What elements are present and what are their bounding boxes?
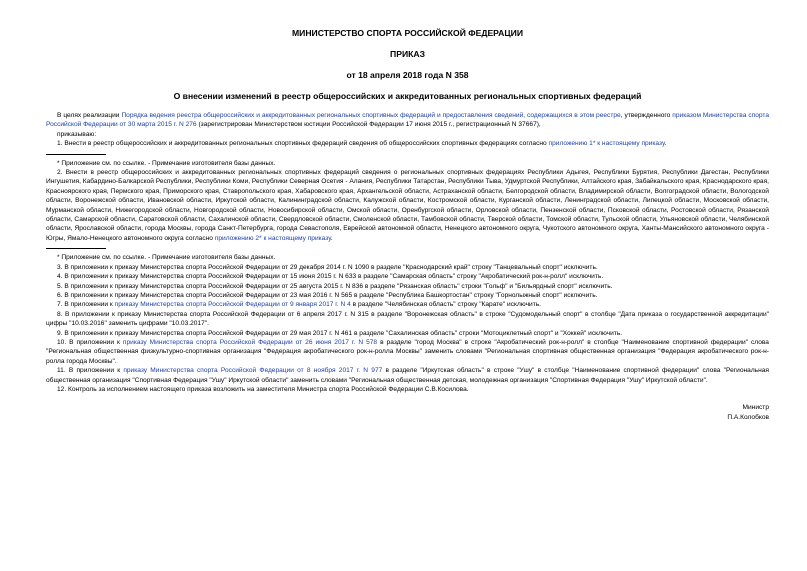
footnote-separator: [46, 248, 106, 249]
order-word: приказываю:: [57, 130, 97, 138]
item-12: 12. Контроль за исполнением настоящего приказа возложить на заместителя Министра спорта Российской Федерации С.В.Косилова.: [57, 385, 469, 393]
item-text: 10. В приложении к: [57, 338, 123, 346]
signature-position: Министр: [742, 404, 769, 412]
item-text: 1. Внести в реестр общероссийских и аккредитованных региональных спортивных федераций сведения об общероссийских спортивных федерациях согласно: [57, 140, 549, 148]
order-578-link[interactable]: приказу Министерства спорта Российской Федерации от 26 июня 2017 г. N 578: [122, 338, 378, 346]
item-text: 7. В приложении к: [57, 301, 115, 309]
item-5: 5. В приложении к приказу Министерства спорта Российской Федерации от 25 августа 2015 г. N 836 в разделе "Рязанская область" строки "Гольф" и "Бильярдный спорт" исключить.: [57, 282, 613, 290]
item-text: 2. Внести в реестр общероссийских и аккредитованных региональных спортивных федераций сведения о региональных спортивных федерациях Республики Адыгея, Республики Бурятия, Республики Дагестан, Республики Ингушетия, Кабардино-Балкарской Республики, Республики Коми, Республики Северная Осетия - Алания, Республики Татарстан, Республики Тыва, Удмуртской Республики, Алтайского края, Забайкальского края, Краснодарского края, Красноярского края, Пермского края, Приморского края, Ставропольского края, Хабаровского края, Архангельской области, Астраханской области, Белгородской области, Владимирской области, Волгоградской области, Вологодской области, Воронежской области, Ивановской области, Иркутской области, Калининградской области, Калужской области, Костромской области, Курганской области, Ленинградской области, Липецкой области, Московской области, Мурманской области, Нижегородской области, Новгородской области, Новосибирской области, Омской области, Оренбургской области, Орловской области, Пензенской области, Псковской области, Ростовской области, Рязанской области, Самарской области, Саратовской области, Сахалинской области, Свердловской области, Смоленской области, Тамбовской области, Тверской области, Томской области, Тульской области, Ульяновской области, Челябинской области, Ярославской области, города Москвы, города Санкт-Петербурга, города Севастополя, Еврейской автономной области, Ненецкого автономного округа, Чукотского автономного округа, Ханты-Мансийского автономного округа - Югры, Ямало-Ненецкого автономного округа согласно: [46, 169, 769, 242]
appendix-1-link[interactable]: приложению 1* к настоящему приказу: [548, 140, 665, 148]
item-text: в разделе "Иркутская область" в строке "Ушу" в столбце "Наименование спортивной федерации" слова "Региональная общественная организация "Спортивная Федерация "Ушу" Иркутской области" заменить словами "Региональная общественная детская, молодежная организация "Спортивная Федерация "Ушу" Иркутской области".: [46, 367, 769, 384]
appendix-2-link[interactable]: приложению 2* к настоящему приказу: [214, 234, 331, 242]
item-9: 9. В приложении к приказу Министерства спорта Российской Федерации от 29 мая 2017 г. N 461 в разделе "Сахалинская область" строки "Мотоциклетный спорт" и "Хоккей" исключить.: [57, 329, 623, 337]
document-page: [46, 28, 769, 422]
item-1: [46, 139, 769, 148]
signature-name: П.А.Колобков: [727, 413, 769, 421]
item-text: в разделе "Челябинская область" строку "Карате" исключить.: [350, 301, 542, 309]
preamble-text: (зарегистрирован Министерством юстиции Российской Федерации 17 июня 2015 г., регистрационный N 37667),: [196, 121, 541, 129]
item-4: 4. В приложении к приказу Министерства спорта Российской Федерации от 15 июня 2015 г. N 633 в разделе "Самарская область" строку "Акробатический рок-н-ролл" исключить.: [57, 273, 604, 281]
item-7: [46, 300, 769, 309]
order-4-link[interactable]: приказу Министерства спорта Российской Федерации от 9 января 2017 г. N 4: [114, 301, 351, 309]
ministry-heading: МИНИСТЕРСТВО СПОРТА РОССИЙСКОЙ ФЕДЕРАЦИИ: [291, 28, 523, 38]
item-text: 11. В приложении к: [57, 367, 124, 375]
preamble-text: В целях реализации: [57, 112, 122, 119]
preamble-paragraph: [46, 111, 769, 130]
procedure-link[interactable]: Порядка ведения реестра общероссийских и аккредитованных региональных спортивных федераций и предоставления сведений, содержащихся в этом реестре: [121, 112, 621, 119]
item-text: .: [664, 140, 667, 148]
footnote-separator: [46, 154, 106, 155]
item-11: [46, 366, 769, 385]
item-2: [46, 168, 769, 243]
order-date-number: от 18 апреля 2018 года N 358: [346, 70, 469, 80]
item-8: 8. В приложении к приказу Министерства спорта Российской Федерации от 6 апреля 2017 г. N 315 в разделе "Воронежская область" в строке "Судомодельный спорт" в столбце "Дата приказа о государственной аккредитации" цифры "10.03.2016" заменить цифрами "10.03.2017".: [46, 310, 769, 328]
item-text: в разделе "город Москва" в строке "Акробатический рок-н-ролл" в столбце "Наименование спортивной федерации" слова "Региональная общественная физкультурно-спортивная организация "Федерация акробатического рок-н-ролла Москвы" заменить словами "Региональная спортивная общественная организация "Федерация акробатического рок-н-ролла города Москвы".: [46, 338, 769, 365]
footnote-2: * Приложение см. по ссылке. - Примечание изготовителя базы данных.: [57, 254, 276, 262]
order-276-link[interactable]: приказом Министерства спорта Российской Федерации от 30 марта 2015 г. N 276: [46, 112, 770, 129]
order-heading: ПРИКАЗ: [390, 49, 425, 59]
preamble-text: , утвержденного: [620, 112, 673, 119]
footnote-1: * Приложение см. по ссылке. - Примечание изготовителя базы данных.: [57, 159, 276, 167]
item-6: 6. В приложении к приказу Министерства спорта Российской Федерации от 23 мая 2016 г. N 565 в разделе "Республика Башкортостан" строку "Горнолыжный спорт" исключить.: [57, 291, 598, 299]
order-title: О внесении изменений в реестр общероссийских и аккредитованных региональных спортивных федераций: [173, 91, 642, 101]
item-10: [46, 338, 769, 366]
order-977-link[interactable]: приказу Министерства спорта Российской Федерации от 8 ноября 2017 г. N 977: [123, 367, 383, 375]
item-text: .: [330, 234, 333, 242]
signature-block: [46, 403, 769, 422]
item-3: 3. В приложении к приказу Министерства спорта Российской Федерации от 29 декабря 2014 г. N 1090 в разделе "Краснодарский край" строку "Танцевальный спорт" исключить.: [57, 263, 598, 271]
